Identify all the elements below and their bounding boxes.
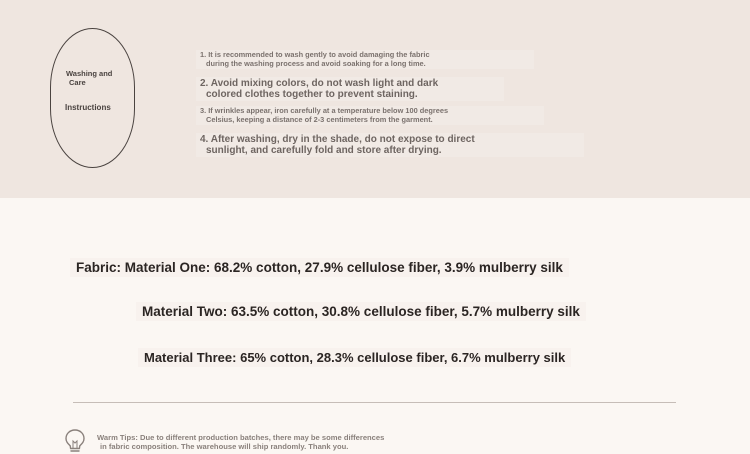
care-tip-1: 1. It is recommended to wash gently to avoid damaging the fabric during the washing process and avoid soaking for a long time. (196, 50, 534, 69)
care-subtitle: Instructions (65, 103, 111, 112)
fabric-material-one: Fabric: Material One: 68.2% cotton, 27.9% cellulose fiber, 3.9% mulberry silk (70, 258, 569, 277)
care-instructions-badge (50, 28, 135, 168)
warm-tips-line1: Warm Tips: Due to different production batches, there may be some differences (97, 433, 385, 442)
fabric-material-two: Material Two: 63.5% cotton, 30.8% cellulose fiber, 5.7% mulberry silk (136, 302, 586, 321)
lightbulb-icon (64, 428, 86, 454)
care-title-line1: Washing and (66, 69, 113, 78)
warm-tips-text (97, 433, 384, 451)
warm-tips-line2: in fabric composition. The warehouse will ship randomly. Thank you. (100, 442, 349, 451)
fabric-material-three: Material Three: 65% cotton, 28.3% cellulose fiber, 6.7% mulberry silk (138, 348, 571, 367)
care-tip-3: 3. If wrinkles appear, iron carefully at a temperature below 100 degrees Celsius, keeping a distance of 2-3 centimeters from the garment. (196, 106, 544, 125)
section-divider (73, 402, 676, 403)
care-title-line2: Care (69, 78, 86, 87)
care-instructions-section (0, 0, 750, 198)
care-tip-2: 2. Avoid mixing colors, do not wash light and dark colored clothes together to prevent staining. (196, 77, 504, 101)
care-title (66, 69, 128, 87)
care-tip-4: 4. After washing, dry in the shade, do not expose to direct sunlight, and carefully fold and store after drying. (196, 133, 584, 157)
